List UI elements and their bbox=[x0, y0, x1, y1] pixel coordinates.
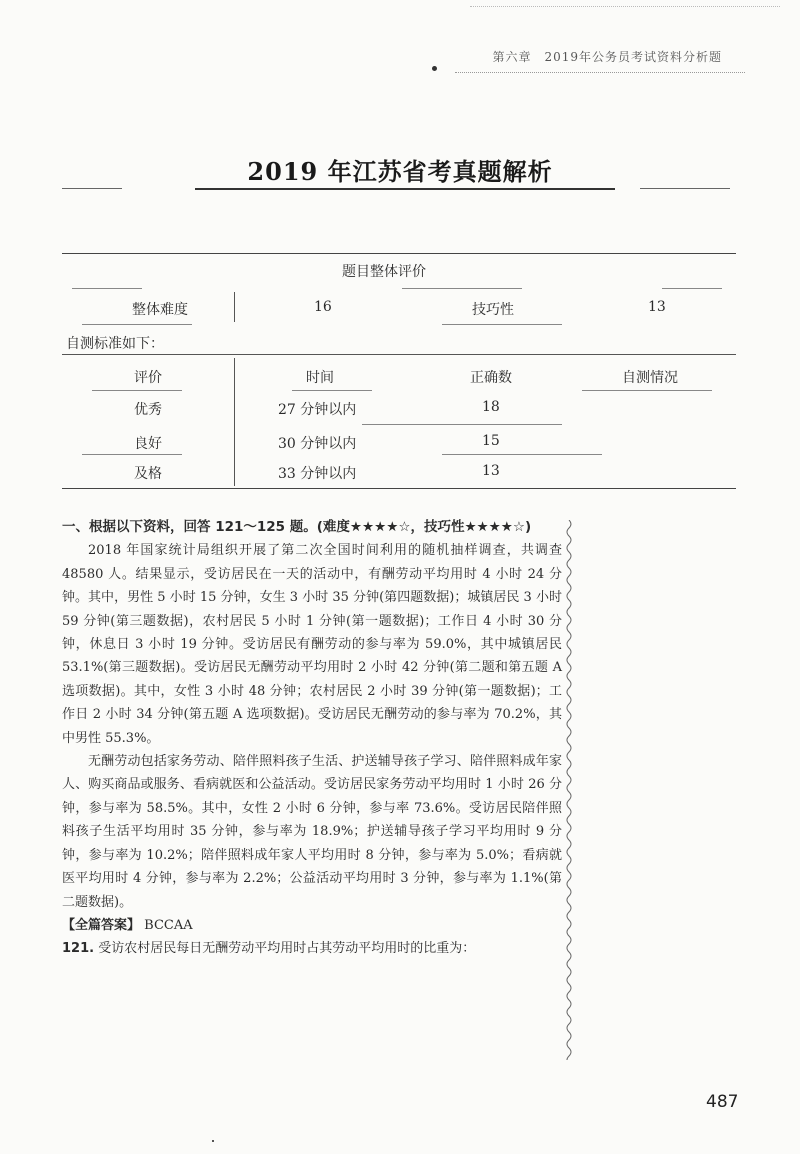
col-header-grade: 评价 bbox=[134, 370, 162, 386]
table-rule bbox=[442, 454, 602, 455]
table-rule bbox=[82, 454, 182, 455]
question-material bbox=[62, 516, 562, 961]
table-rule bbox=[362, 424, 562, 425]
row-grade: 良好 bbox=[134, 436, 162, 452]
eval-header-row bbox=[62, 362, 736, 390]
row-correct: 15 bbox=[482, 433, 500, 449]
table-rule bbox=[62, 354, 736, 355]
eval-caption: 题目整体评价 bbox=[342, 264, 426, 280]
row-time: 27 分钟以内 bbox=[278, 402, 357, 418]
col-header-time: 时间 bbox=[306, 370, 334, 386]
table-rule bbox=[662, 288, 722, 289]
material-paragraph-2: 无酬劳动包括家务劳动、陪伴照料孩子生活、护送辅导孩子学习、陪伴照料成年家人、购买商品或服务、看病就医和公益活动。受访居民家务劳动平均用时 1 小时 26 分钟，参与率为 58.5%。其中，女性 2 小时 6 分钟，参与率 73.6%。受访居民陪伴照料孩子生活平均用时 35 分钟，参与率为 18.9%；护送辅导孩子学习平均用时 9 分钟，参与率为 10.2%；陪伴照料成年家人平均用时 8 分钟，参与率为 5.0%；看病就医平均用时 4 分钟，参与率为 2.2%；公益活动平均用时 3 分钟，参与率为 1.1%(第二题数据)。 bbox=[62, 754, 562, 910]
margin-wavy-line bbox=[564, 520, 574, 1060]
page-title: 2019 年江苏省考真题解析 bbox=[247, 157, 553, 186]
table-row bbox=[62, 458, 736, 486]
answer-line bbox=[62, 914, 562, 937]
row-time: 30 分钟以内 bbox=[278, 436, 357, 452]
row-grade: 优秀 bbox=[134, 402, 162, 418]
row-time: 33 分钟以内 bbox=[278, 466, 357, 482]
table-rule bbox=[82, 324, 192, 325]
col-header-correct: 正确数 bbox=[470, 370, 512, 386]
answer-value: BCCAA bbox=[144, 917, 193, 933]
table-row bbox=[62, 428, 736, 456]
question-text: 受访农村居民每日无酬劳动平均用时占其劳动平均用时的比重为： bbox=[98, 941, 476, 957]
header-bullet bbox=[432, 66, 437, 71]
row-correct: 13 bbox=[482, 463, 500, 479]
table-rule bbox=[582, 390, 712, 391]
page-number: 487 bbox=[706, 1092, 739, 1112]
header-rule bbox=[455, 72, 745, 73]
title-underline bbox=[195, 188, 615, 190]
skill-label: 技巧性 bbox=[472, 302, 514, 318]
title-rule-right bbox=[640, 188, 730, 189]
top-dotted-rule bbox=[470, 6, 780, 7]
table-row bbox=[62, 394, 736, 422]
question-number: 121. bbox=[62, 941, 95, 957]
difficulty-value: 16 bbox=[314, 299, 332, 315]
row-correct: 18 bbox=[482, 399, 500, 415]
question-121 bbox=[62, 937, 562, 960]
table-rule bbox=[292, 390, 372, 391]
table-rule bbox=[402, 288, 522, 289]
eval-caption-row bbox=[62, 256, 736, 284]
table-rule bbox=[92, 390, 182, 391]
running-head: 第六章 2019年公务员考试资料分析题 bbox=[492, 50, 722, 64]
eval-score-row bbox=[62, 294, 736, 322]
footer-mark bbox=[212, 1140, 214, 1142]
row-grade: 及格 bbox=[134, 466, 162, 482]
title-rule-left bbox=[62, 188, 122, 189]
section-heading: 一、根据以下资料，回答 121～125 题。(难度★★★★☆，技巧性★★★★☆) bbox=[62, 519, 532, 535]
skill-value: 13 bbox=[648, 299, 666, 315]
eval-standard-row bbox=[62, 328, 736, 356]
standard-label: 自测标准如下： bbox=[66, 336, 164, 352]
table-divider bbox=[234, 292, 235, 322]
table-rule bbox=[442, 324, 562, 325]
difficulty-label: 整体难度 bbox=[132, 302, 188, 318]
table-rule bbox=[72, 288, 142, 289]
answer-label: 【全篇答案】 bbox=[62, 917, 141, 933]
material-paragraph-1: 2018 年国家统计局组织开展了第二次全国时间利用的随机抽样调查，共调查 48580 人。结果显示，受访居民在一天的活动中，有酬劳动平均用时 4 小时 24 分钟。其中，男性 5 小时 15 分钟，女生 3 小时 35 分钟(第四题数据)；城镇居民 3 小时 59 分钟(第三题数据)，农村居民 5 小时 1 分钟(第一题数据)；工作日 4 小时 30 分钟，休息日 3 小时 19 分钟。受访居民有酬劳动的参与率为 59.0%，其中城镇居民 53.1%(第三题数据)。受访居民无酬劳动平均用时 2 小时 42 分钟(第二题和第五题 A 选项数据)。其中，女性 3 小时 48 分钟；农村居民 2 小时 39 分钟(第一题数据)；工作日 2 小时 34 分钟(第五题 A 选项数据)。受访居民无酬劳动的参与率为 70.2%，其中男性 55.3%。 bbox=[62, 543, 562, 746]
evaluation-table bbox=[62, 253, 736, 489]
col-header-self: 自测情况 bbox=[622, 370, 678, 386]
